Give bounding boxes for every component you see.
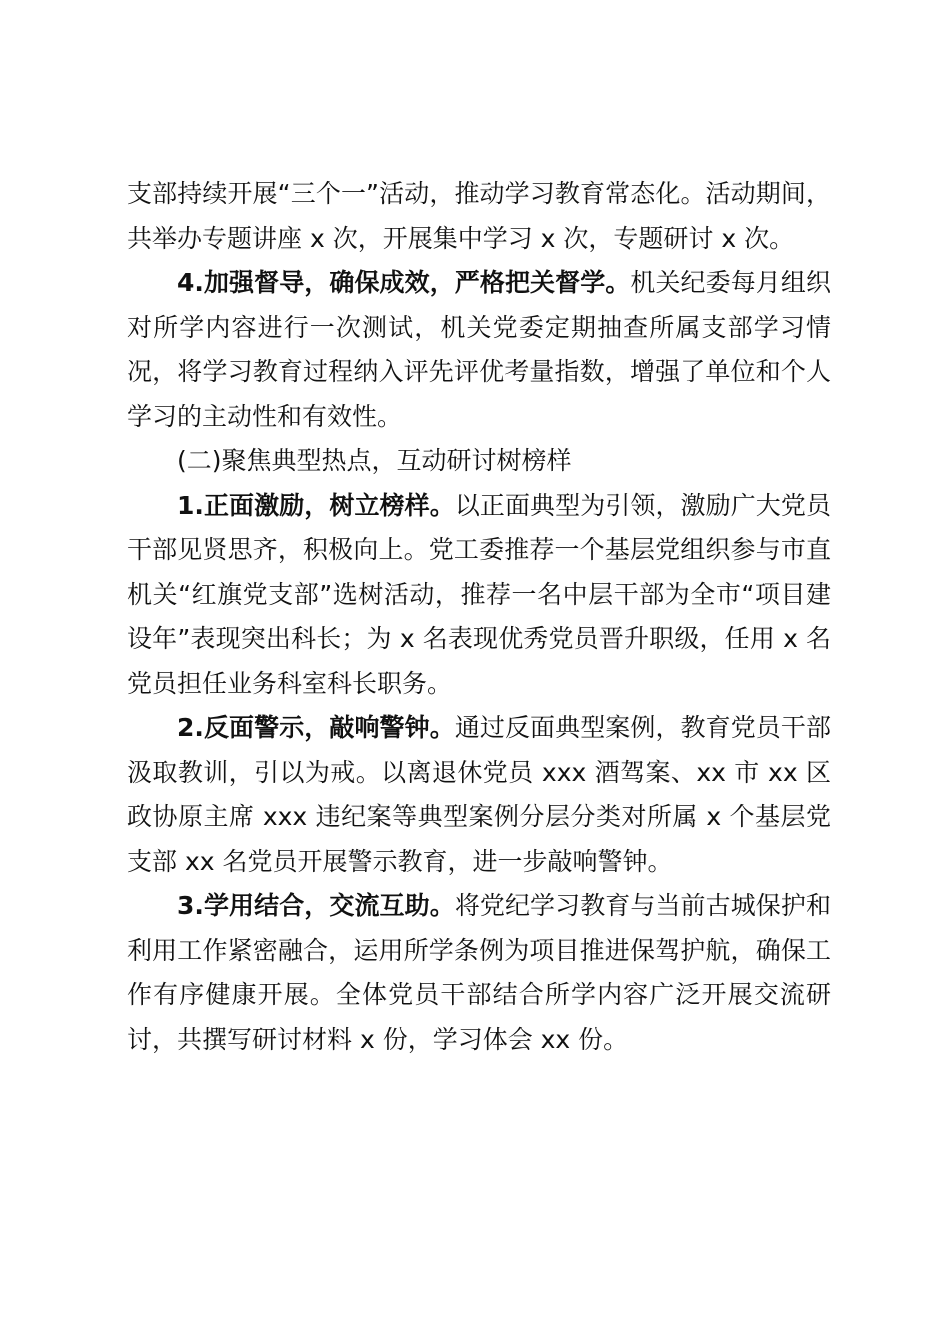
paragraph-item-3 <box>127 884 831 1062</box>
paragraph-item-1 <box>127 484 831 707</box>
paragraph-text: 支部持续开展“三个一”活动，推动学习教育常态化。活动期间，共举办专题讲座 x 次，开展集中学习 x 次，专题研讨 x 次。 <box>127 179 831 253</box>
document-body <box>127 172 831 1062</box>
paragraph-lead: 2.反面警示，敲响警钟。 <box>177 713 455 742</box>
paragraph-item-2 <box>127 706 831 884</box>
paragraph-text: 通过反面典型案例，教育党员干部汲取教训，引以为戒。以离退休党员 xxx 酒驾案、xx 市 xx 区政协原主席 xxx 违纪案等典型案例分层分类对所属 x 个基层党支部 xx 名党员开展警示教育，进一步敲响警钟。 <box>127 713 831 876</box>
paragraph-lead: 4.加强督导，确保成效，严格把关督学。 <box>177 268 631 297</box>
paragraph-text: 机关纪委每月组织对所学内容进行一次测试，机关党委定期抽查所属支部学习情况，将学习教育过程纳入评先评优考量指数，增强了单位和个人学习的主动性和有效性。 <box>127 268 831 431</box>
paragraph-lead: 1.正面激励，树立榜样。 <box>177 490 455 520</box>
paragraph-continuation <box>127 172 831 261</box>
section-heading-text: (二)聚焦典型热点，互动研讨树榜样 <box>177 446 572 475</box>
paragraph-item-4 <box>127 261 831 439</box>
paragraph-lead: 3.学用结合，交流互助。 <box>177 891 455 920</box>
section-heading <box>127 439 831 484</box>
paragraph-text: 将党纪学习教育与当前古城保护和利用工作紧密融合，运用所学条例为项目推进保驾护航，确保工作有序健康开展。全体党员干部结合所学内容广泛开展交流研讨，共撰写研讨材料 x 份，学习体会 xx 份。 <box>127 891 831 1054</box>
paragraph-text: 以正面典型为引领，激励广大党员干部见贤思齐，积极向上。党工委推荐一个基层党组织参与市直机关“红旗党支部”选树活动，推荐一名中层干部为全市“项目建设年”表现突出科长；为 x 名表现优秀党员晋升职级，任用 x 名党员担任业务科室科长职务。 <box>127 490 831 698</box>
